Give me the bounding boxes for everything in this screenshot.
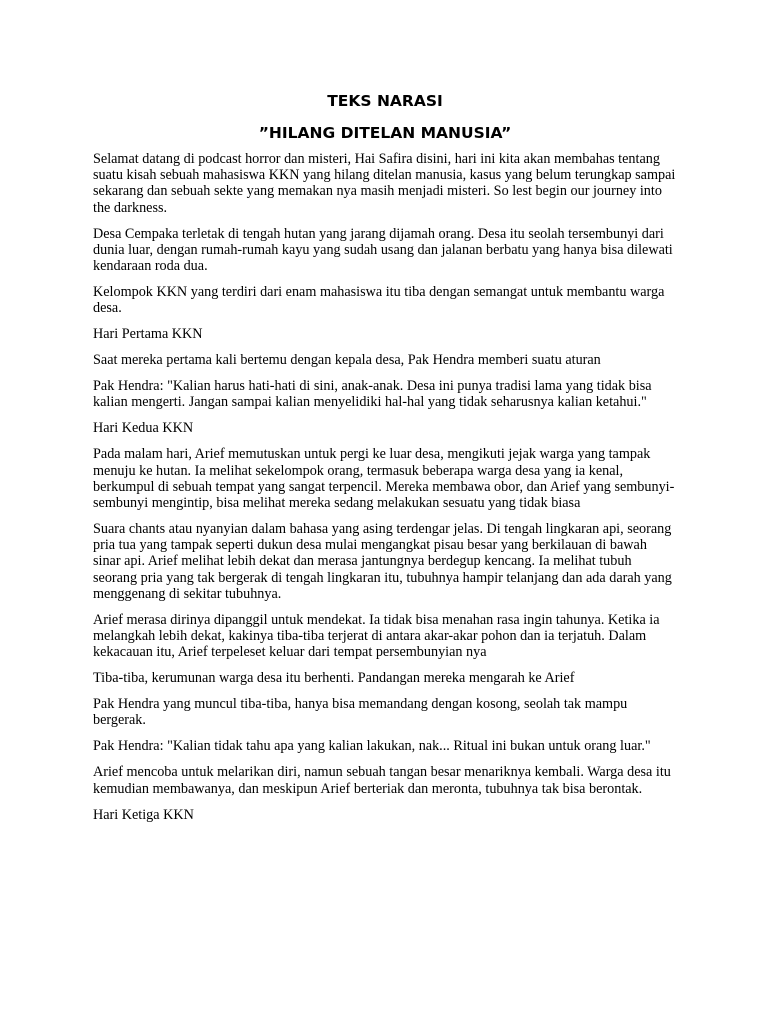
paragraph-desa: Desa Cempaka terletak di tengah hutan yang jarang dijamah orang. Desa itu seolah tersembunyi dari dunia luar, dengan rumah-rumah kayu yang sudah usang dan jalanan berbatu yang hanya bisa dilewati kendaraan roda dua. — [93, 225, 673, 275]
paragraph-terjatuh: Arief merasa dirinya dipanggil untuk mendekat. Ia tidak bisa menahan rasa ingin tahunya. Ketika ia melangkah lebih dekat, kakinya tiba-tiba terjerat di antara akar-akar pohon dan ia terjatuh. Dalam kekacauan itu, Arief terpeleset keluar dari tempat persembunyian nya — [93, 611, 660, 661]
document-title: TEKS NARASI — [327, 92, 443, 110]
document-subtitle: ”HILANG DITELAN MANUSIA” — [258, 124, 512, 142]
paragraph-malam-hari: Pada malam hari, Arief memutuskan untuk pergi ke luar desa, mengikuti jejak warga yang tampak menuju ke hutan. Ia melihat sekelompok orang, termasuk beberapa warga desa yang ia kenal, berkumpul di sebuah tempat yang sangat terpencil. Mereka membawa obor, dan Arief yang sembunyi-sembunyi mengintip, bisa melihat mereka sedang melakukan sesuatu yang tidak biasa — [93, 446, 675, 512]
paragraph-kepala-desa: Saat mereka pertama kali bertemu dengan kepala desa, Pak Hendra memberi suatu aturan — [93, 352, 601, 369]
paragraph-pak-hendra-muncul: Pak Hendra yang muncul tiba-tiba, hanya bisa memandang dengan kosong, seolah tak mampu bergerak. — [93, 696, 628, 729]
paragraph-kelompok: Kelompok KKN yang terdiri dari enam mahasiswa itu tiba dengan semangat untuk membantu warga desa. — [93, 284, 665, 317]
dialogue-pak-hendra-1: Pak Hendra: "Kalian harus hati-hati di sini, anak-anak. Desa ini punya tradisi lama yang tidak bisa kalian mengerti. Jangan sampai kalian menyelidiki hal-hal yang tidak seharusnya kalian ketahui." — [93, 378, 652, 411]
section-heading-day-1: Hari Pertama KKN — [93, 326, 203, 343]
paragraph-kerumunan: Tiba-tiba, kerumunan warga desa itu berhenti. Pandangan mereka mengarah ke Arief — [93, 670, 575, 687]
section-heading-day-3: Hari Ketiga KKN — [93, 806, 194, 823]
section-heading-day-2: Hari Kedua KKN — [93, 420, 194, 437]
document-body — [93, 90, 677, 833]
dialogue-pak-hendra-2: Pak Hendra: "Kalian tidak tahu apa yang kalian lakukan, nak... Ritual ini bukan untuk orang luar." — [93, 738, 651, 755]
paragraph-melarikan-diri: Arief mencoba untuk melarikan diri, namun sebuah tangan besar menariknya kembali. Warga desa itu kemudian membawanya, dan meskipun Arief berteriak dan meronta, tubuhnya tak bisa berontak. — [93, 764, 671, 797]
paragraph-intro: Selamat datang di podcast horror dan misteri, Hai Safira disini, hari ini kita akan membahas tentang suatu kisah sebuah mahasiswa KKN yang hilang ditelan manusia, kasus yang belum terungkap sampai sekarang dan sebuah sekte yang memakan nya masih menjadi misteri. So lest begin our journey into the darkness. — [93, 151, 676, 216]
paragraph-ritual: Suara chants atau nyanyian dalam bahasa yang asing terdengar jelas. Di tengah lingkaran api, seorang pria tua yang tampak seperti dukun desa mulai mengangkat pisau besar yang berkilauan di bawah sinar api. Arief melihat lebih dekat dan merasa jantungnya berdegup kencang. Ia melihat tubuh seorang pria yang tak bergerak di tengah lingkaran itu, tubuhnya hampir telanjang dan ada darah yang menggenang di sekitar tubuhnya. — [93, 521, 672, 602]
